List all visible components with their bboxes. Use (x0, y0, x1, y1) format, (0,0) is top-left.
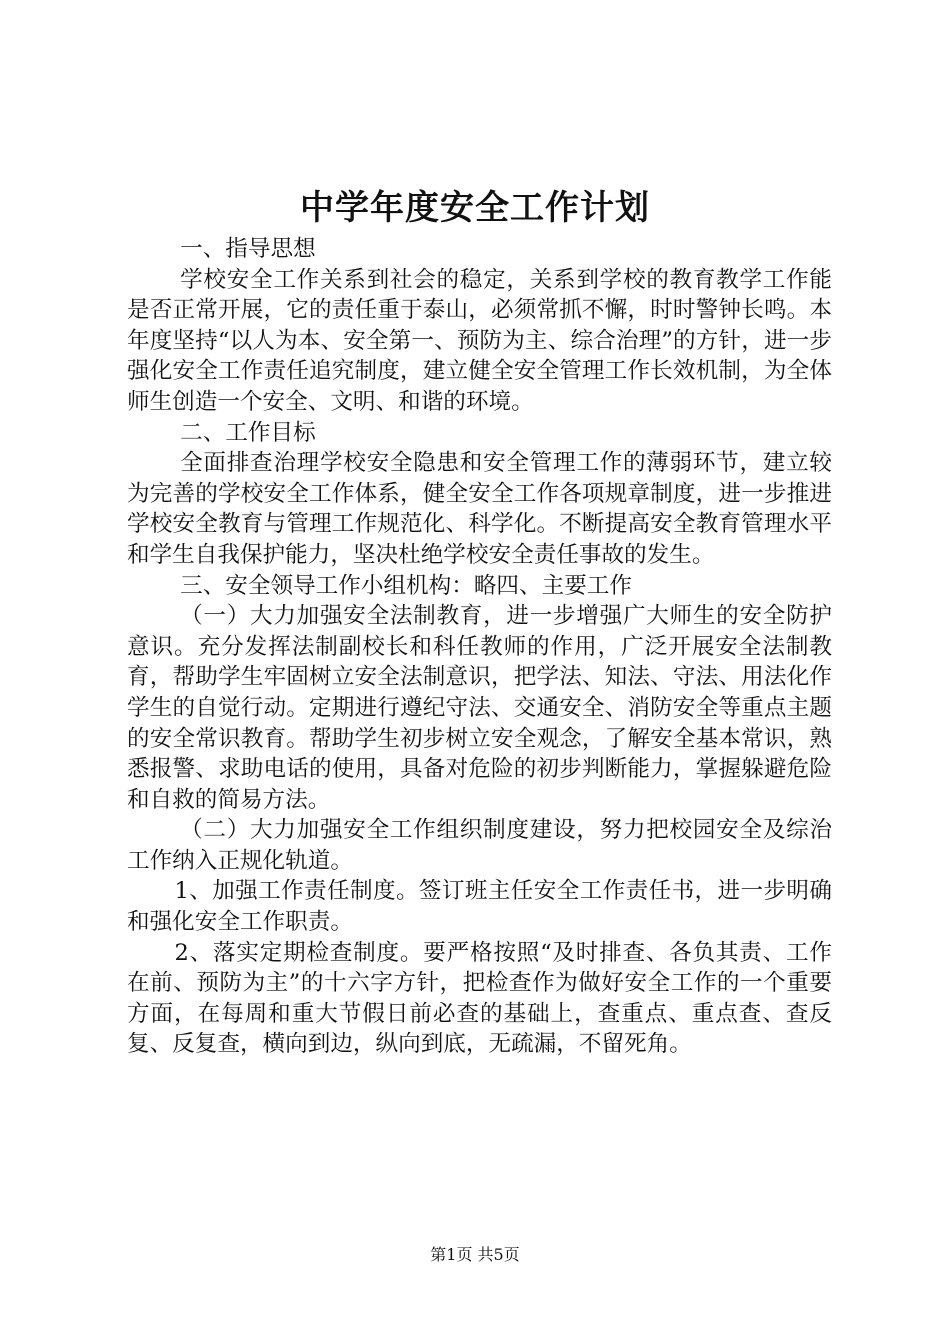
paragraph: 学校安全工作关系到社会的稳定，关系到学校的教育教学工作能是否正常开展，它的责任重于泰山，必须常抓不懈，时时警钟长鸣。本年度坚持“以人为本、安全第一、预防为主、综合治理”的方针，进一步强化安全工作责任追究制度，建立健全安全管理工作长效机制，为全体师生创造一个安全、文明、和谐的环境。 (127, 266, 832, 415)
paragraph: （一）大力加强安全法制教育，进一步增强广大师生的安全防护意识。充分发挥法制副校长和科任教师的作用，广泛开展安全法制教育，帮助学生牢固树立安全法制意识，把学法、知法、守法、用法化作学生的自觉行动。定期进行遵纪守法、交通安全、消防安全等重点主题的安全常识教育。帮助学生初步树立安全观念，了解安全基本常识，熟悉报警、求助电话的使用，具备对危险的初步判断能力，掌握躲避危险和自救的简易方法。 (127, 603, 832, 813)
page-number: 第1页 共5页 (430, 1245, 520, 1264)
paragraph: （二）大力加强安全工作组织制度建设，努力把校园安全及综治工作纳入正规化轨道。 (127, 817, 832, 874)
section-heading: 三、安全领导工作小组机构：略四、主要工作 (180, 572, 632, 599)
section-heading: 一、指导思想 (180, 236, 316, 262)
list-item: 2、落实定期检查制度。要严格按照“及时排查、各负其责、工作在前、预防为主”的十六字方针，把检查作为做好安全工作的一个重要方面，在每周和重大节假日前必查的基础上，查重点、重点查、查反复、反复查，横向到边，纵向到底，无疏漏，不留死角。 (127, 939, 832, 1058)
document-title: 中学年度安全工作计划 (300, 188, 650, 228)
section-heading: 二、工作目标 (180, 419, 316, 446)
document-body (127, 234, 832, 1060)
paragraph: 全面排查治理学校安全隐患和安全管理工作的薄弱环节，建立较为完善的学校安全工作体系，健全安全工作各项规章制度，进一步推进学校安全教育与管理工作规范化、科学化。不断提高安全教育管理水平和学生自我保护能力，坚决杜绝学校安全责任事故的发生。 (127, 450, 832, 568)
list-item: 1、加强工作责任制度。签订班主任安全工作责任书，进一步明确和强化安全工作职责。 (127, 878, 832, 936)
